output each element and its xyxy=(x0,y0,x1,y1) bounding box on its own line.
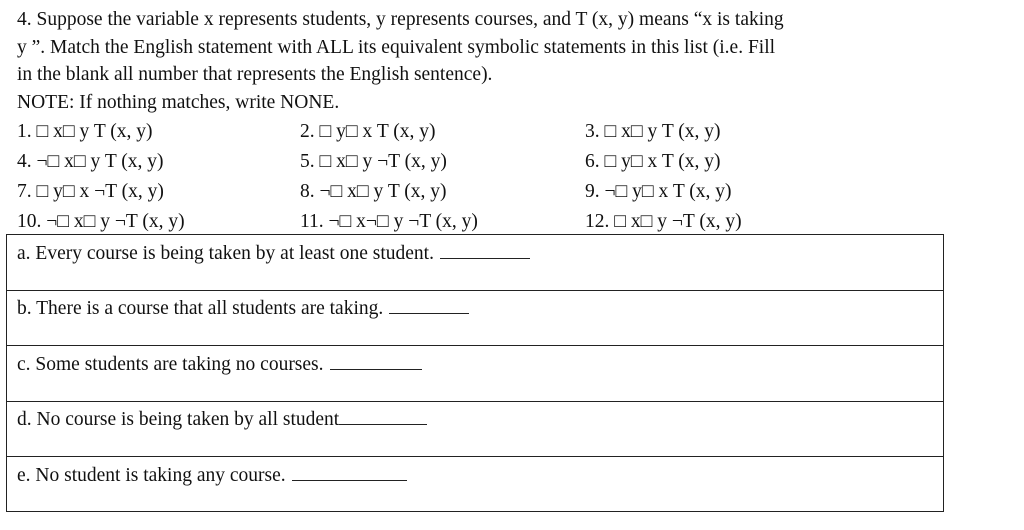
question-row-a xyxy=(7,235,943,291)
option-5: 5. □ x□ y ¬T (x, y) xyxy=(300,151,447,172)
option-1: 1. □ x□ y T (x, y) xyxy=(17,121,153,142)
problem-line-3: in the blank all number that represents the English sentence). xyxy=(17,64,493,85)
question-d-text: d. No course is being taken by all student xyxy=(17,409,340,430)
question-c-text: c. Some students are taking no courses. xyxy=(17,354,324,375)
option-2: 2. □ y□ x T (x, y) xyxy=(300,121,436,142)
answer-blank-e[interactable] xyxy=(292,462,407,481)
note-line: NOTE: If nothing matches, write NONE. xyxy=(17,91,340,113)
question-table xyxy=(6,234,944,512)
answer-blank-c[interactable] xyxy=(330,351,422,370)
question-a-text: a. Every course is being taken by at least one student. xyxy=(17,243,434,264)
question-e xyxy=(17,462,407,488)
problem-line-2: y ”. Match the English statement with ALL its equivalent symbolic statements in this list (i.e. Fill xyxy=(17,36,776,58)
option-3: 3. □ x□ y T (x, y) xyxy=(585,121,721,142)
option-9: 9. ¬□ y□ x T (x, y) xyxy=(585,181,732,202)
option-7: 7. □ y□ x ¬T (x, y) xyxy=(17,181,164,202)
question-e-text: e. No student is taking any course. xyxy=(17,465,286,486)
problem-line-1: 4. Suppose the variable x represents students, y represents courses, and T (x, y) means “x is taking xyxy=(17,9,784,30)
question-b xyxy=(17,295,469,321)
question-row-e xyxy=(7,457,943,511)
question-c xyxy=(17,351,422,377)
option-row xyxy=(17,117,947,147)
question-b-text: b. There is a course that all students are taking. xyxy=(17,298,384,319)
question-row-c xyxy=(7,346,943,402)
option-4: 4. ¬□ x□ y T (x, y) xyxy=(17,151,164,172)
question-d xyxy=(17,406,427,432)
option-row xyxy=(17,207,947,237)
option-row xyxy=(17,147,947,177)
option-6: 6. □ y□ x T (x, y) xyxy=(585,151,721,172)
option-10: 10. ¬□ x□ y ¬T (x, y) xyxy=(17,211,185,232)
option-8: 8. ¬□ x□ y T (x, y) xyxy=(300,181,447,202)
answer-blank-a[interactable] xyxy=(440,240,530,259)
symbolic-statement-list xyxy=(17,117,947,237)
option-12: 12. □ x□ y ¬T (x, y) xyxy=(585,211,742,232)
answer-blank-d[interactable] xyxy=(339,406,427,425)
answer-blank-b[interactable] xyxy=(389,295,469,314)
question-a xyxy=(17,240,530,266)
problem-statement xyxy=(17,6,977,116)
question-row-d xyxy=(7,402,943,457)
option-row xyxy=(17,177,947,207)
question-row-b xyxy=(7,291,943,346)
option-11: 11. ¬□ x¬□ y ¬T (x, y) xyxy=(300,211,478,232)
